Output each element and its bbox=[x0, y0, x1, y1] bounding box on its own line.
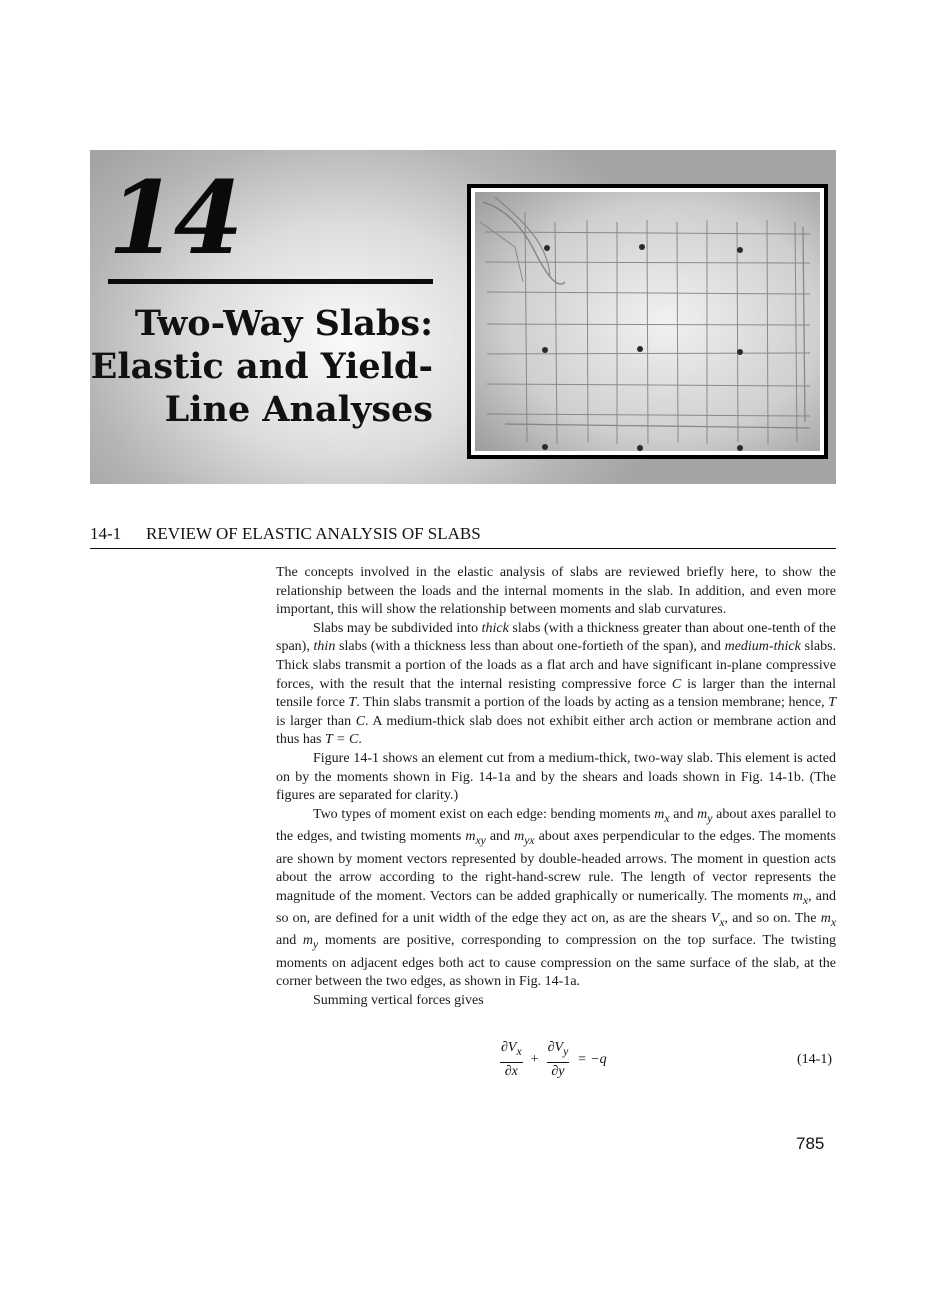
symbol-m: m bbox=[820, 911, 831, 927]
symbol-m: m bbox=[792, 888, 803, 904]
inline-equation: T = C bbox=[325, 732, 359, 748]
section-number: 14-1 bbox=[90, 524, 122, 543]
subscript: y bbox=[313, 938, 319, 952]
subscript: x bbox=[516, 1044, 522, 1058]
fraction-dVy-dy bbox=[545, 1039, 572, 1081]
text-run: is larger than the internal tensile force bbox=[276, 676, 836, 711]
symbol-T: T bbox=[828, 695, 837, 711]
text-run: slabs (with a thickness greater than about one-tenth of the span), bbox=[276, 620, 836, 655]
text-run: . Thin slabs transmit a portion of the loads by acting as a tension membrane; hence, bbox=[356, 695, 829, 711]
text-run: about axes parallel to the edges, and twisting moments bbox=[276, 806, 836, 845]
chapter-banner bbox=[90, 150, 836, 484]
text-run: slabs. Thick slabs transmit a portion of the loads as a flat arch and have significant in-plane compressive forces, with the result that the internal resisting compressive force bbox=[276, 639, 837, 692]
denominator-text: ∂x bbox=[504, 1063, 518, 1079]
symbol-V: V bbox=[710, 911, 720, 927]
subscript: xy bbox=[475, 833, 486, 847]
numerator bbox=[547, 1039, 570, 1063]
symbol-C: C bbox=[355, 713, 366, 729]
paragraph-2 bbox=[276, 620, 836, 750]
denominator bbox=[505, 1063, 518, 1081]
denominator-text: ∂y bbox=[551, 1063, 565, 1079]
plus-sign: + bbox=[530, 1052, 539, 1067]
symbol-C: C bbox=[671, 676, 682, 692]
equation-number: (14-1) bbox=[797, 1052, 832, 1067]
symbol-m: m bbox=[302, 933, 314, 949]
paragraph-3: Figure 14-1 shows an element cut from a medium-thick, two-way slab. This element is acted on by the moments shown in Fig. 14-1a and by the shears and loads shown in Fig. 14-1b. (The figures are separated for clarity.) bbox=[276, 750, 836, 804]
subscript: y bbox=[707, 811, 713, 825]
slab-photo bbox=[471, 188, 824, 455]
text-run: , and so on, are defined for a unit width of the edge they act on, as are the shears bbox=[276, 888, 837, 927]
term-medium-thick: medium-thick bbox=[724, 639, 801, 655]
numerator-text: ∂V bbox=[547, 1040, 564, 1056]
equation-14-1 bbox=[498, 1038, 613, 1082]
text-run: about axes perpendicular to the edges. The moments are shown by moment vectors represented by double-headed arrows. The moment in question acts about the arrow according to the right-hand-screw rule. The length of vector represents the magnitude of the moment. Vectors can be added graphically or numerically. The moments bbox=[276, 829, 836, 904]
body-text bbox=[276, 564, 836, 1011]
numerator bbox=[500, 1039, 523, 1063]
text-run: Two types of moment exist on each edge: bending moments bbox=[313, 806, 655, 822]
chapter-title-line-3: Line Analyses bbox=[164, 389, 433, 430]
section-heading bbox=[90, 523, 836, 549]
text-run: . A medium-thick slab does not exhibit either arch action or membrane action and thus has bbox=[276, 713, 836, 748]
subscript: y bbox=[563, 1044, 569, 1058]
term-thin: thin bbox=[313, 639, 336, 655]
slab-crack-pattern-photo bbox=[475, 192, 820, 451]
paragraph-1: The concepts involved in the elastic analysis of slabs are reviewed briefly here, to show the relationship between the loads and the internal moments in the slab. In addition, and even more important, this will show the relationship between moments and slab curvatures. bbox=[276, 565, 836, 618]
symbol-m: m bbox=[465, 829, 476, 845]
denominator bbox=[551, 1063, 564, 1081]
chapter-title-line-1: Two-Way Slabs: bbox=[134, 303, 433, 344]
text-run: moments are positive, corresponding to compression on the top surface. The twisting moments on adjacent edges both act to cause compression on the same surface of the slab, at the corner between the two edges, as shown in Fig. 14-1a. bbox=[276, 933, 836, 990]
text-run: , and so on. The bbox=[724, 911, 821, 927]
paragraph-4 bbox=[276, 806, 836, 992]
text-run: and bbox=[669, 806, 698, 822]
text-run: slabs (with a thickness less than about one-fortieth of the span), and bbox=[335, 639, 725, 655]
subscript: yx bbox=[524, 833, 535, 847]
slab-photo-frame bbox=[467, 184, 828, 459]
rhs-text: = −q bbox=[577, 1052, 607, 1067]
text-run: . bbox=[358, 732, 362, 748]
term-thick: thick bbox=[481, 620, 509, 636]
symbol-T: T bbox=[348, 695, 357, 711]
section-title: REVIEW OF ELASTIC ANALYSIS OF SLABS bbox=[146, 524, 481, 543]
text-run: and bbox=[485, 829, 515, 845]
text-run: and bbox=[276, 933, 303, 949]
equation-rhs bbox=[571, 1052, 612, 1068]
page-number: 785 bbox=[796, 1134, 825, 1153]
symbol-m: m bbox=[697, 806, 708, 822]
subscript: x bbox=[830, 915, 836, 929]
chapter-number: 14 bbox=[108, 159, 240, 277]
subscript: x bbox=[802, 893, 809, 907]
chapter-title-line-2: Elastic and Yield- bbox=[90, 346, 433, 387]
subscript: x bbox=[664, 811, 670, 825]
text-run: is larger than bbox=[276, 713, 356, 729]
subscript: x bbox=[719, 915, 725, 929]
fraction-dVx-dx bbox=[498, 1039, 525, 1081]
paragraph-5: Summing vertical forces gives bbox=[313, 993, 484, 1009]
symbol-m: m bbox=[654, 806, 665, 822]
text-run: Slabs may be subdivided into bbox=[313, 620, 482, 636]
chapter-rule bbox=[108, 279, 433, 284]
symbol-m: m bbox=[514, 829, 525, 845]
chapter-title bbox=[90, 302, 433, 431]
numerator-text: ∂V bbox=[501, 1040, 517, 1056]
